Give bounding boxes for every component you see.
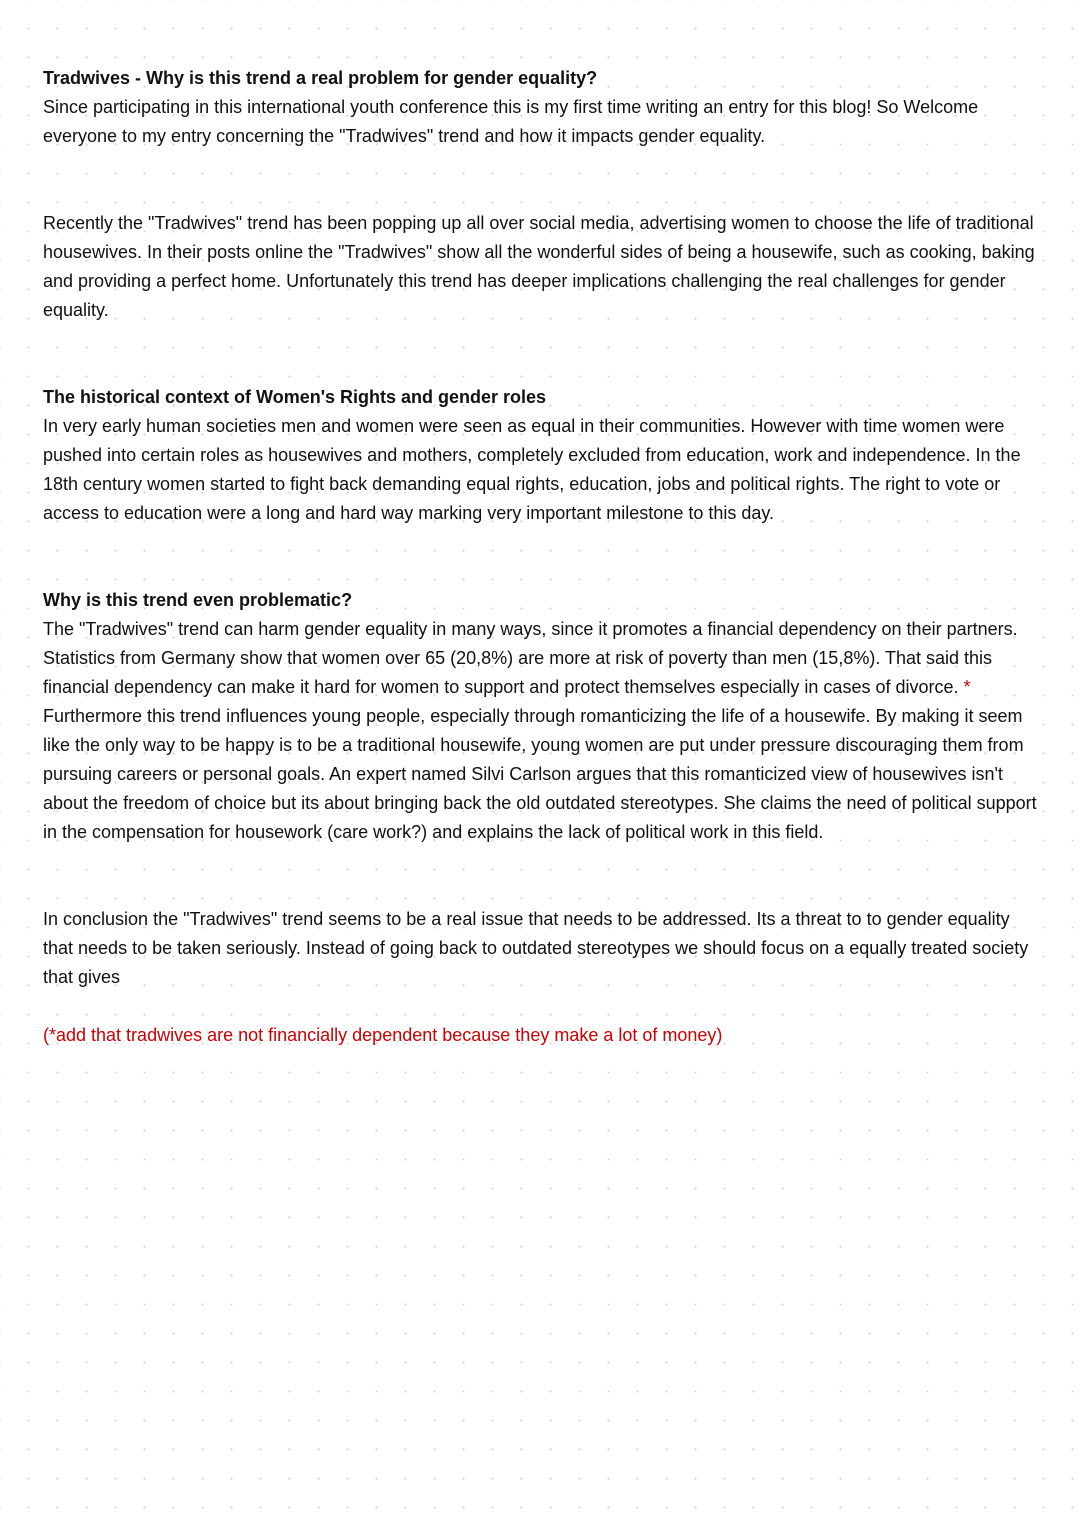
problem-heading: Why is this trend even problematic? <box>43 590 353 610</box>
document-title: Tradwives - Why is this trend a real problem for gender equality? <box>43 68 598 88</box>
spacer <box>43 528 1043 586</box>
trend-paragraph: Recently the "Tradwives" trend has been popping up all over social media, advertising women to choose the life of traditional housewives. In their posts online the "Tradwives" show all the wonderful sides of being a housewife, such as cooking, baking and providing a perfect home. Unfortunately this trend has deeper implications challenging the real challenges for gender equality. <box>43 213 1035 320</box>
trend-section <box>43 209 1043 325</box>
spacer <box>43 847 1043 905</box>
history-section <box>43 383 1043 528</box>
history-paragraph: In very early human societies men and women were seen as equal in their communities. However with time women were pushed into certain roles as housewives and mothers, completely excluded from education, work and independence. In the 18th century women started to fight back demanding equal rights, education, jobs and political rights. The right to vote or access to education were a long and hard way marking very important milestone to this day. <box>43 416 1021 523</box>
spacer <box>43 151 1043 209</box>
spacer <box>43 992 1043 1021</box>
editor-note: (*add that tradwives are not financially dependent because they make a lot of money) <box>43 1025 723 1045</box>
conclusion-section <box>43 905 1043 992</box>
problem-paragraph <box>43 615 1043 847</box>
intro-paragraph: Since participating in this international youth conference this is my first time writing an entry for this blog! So Welcome everyone to my entry concerning the "Tradwives" trend and how it impacts gender equality. <box>43 97 979 146</box>
problem-paragraph-part2: Furthermore this trend influences young people, especially through romanticizing the life of a housewife. By making it seem like the only way to be happy is to be a traditional housewife, young women are put under pressure discouraging them from pursuing careers or personal goals. An expert named Silvi Carlson argues that this romanticized view of housewives isn't about the freedom of choice but its about bringing back the old outdated stereotypes. She claims the need of political support in the compensation for housework (care work?) and explains the lack of political work in this field. <box>43 706 1037 842</box>
note-section <box>43 1021 1043 1050</box>
spacer <box>43 325 1043 383</box>
conclusion-paragraph: In conclusion the "Tradwives" trend seems to be a real issue that needs to be addressed. Its a threat to to gender equality that needs to be taken seriously. Instead of going back to outdated stereotypes we should focus on a equally treated society that gives <box>43 909 1029 987</box>
intro-section <box>43 64 1043 151</box>
problem-section <box>43 586 1043 847</box>
footnote-marker: * <box>963 677 971 697</box>
problem-paragraph-part1: The "Tradwives" trend can harm gender equality in many ways, since it promotes a financial dependency on their partners. Statistics from Germany show that women over 65 (20,8%) are more at risk of poverty than men (15,8%). That said this financial dependency can make it hard for women to support and protect themselves especially in cases of divorce. <box>43 619 1018 697</box>
document-body <box>43 64 1043 1050</box>
history-heading: The historical context of Women's Rights and gender roles <box>43 387 547 407</box>
